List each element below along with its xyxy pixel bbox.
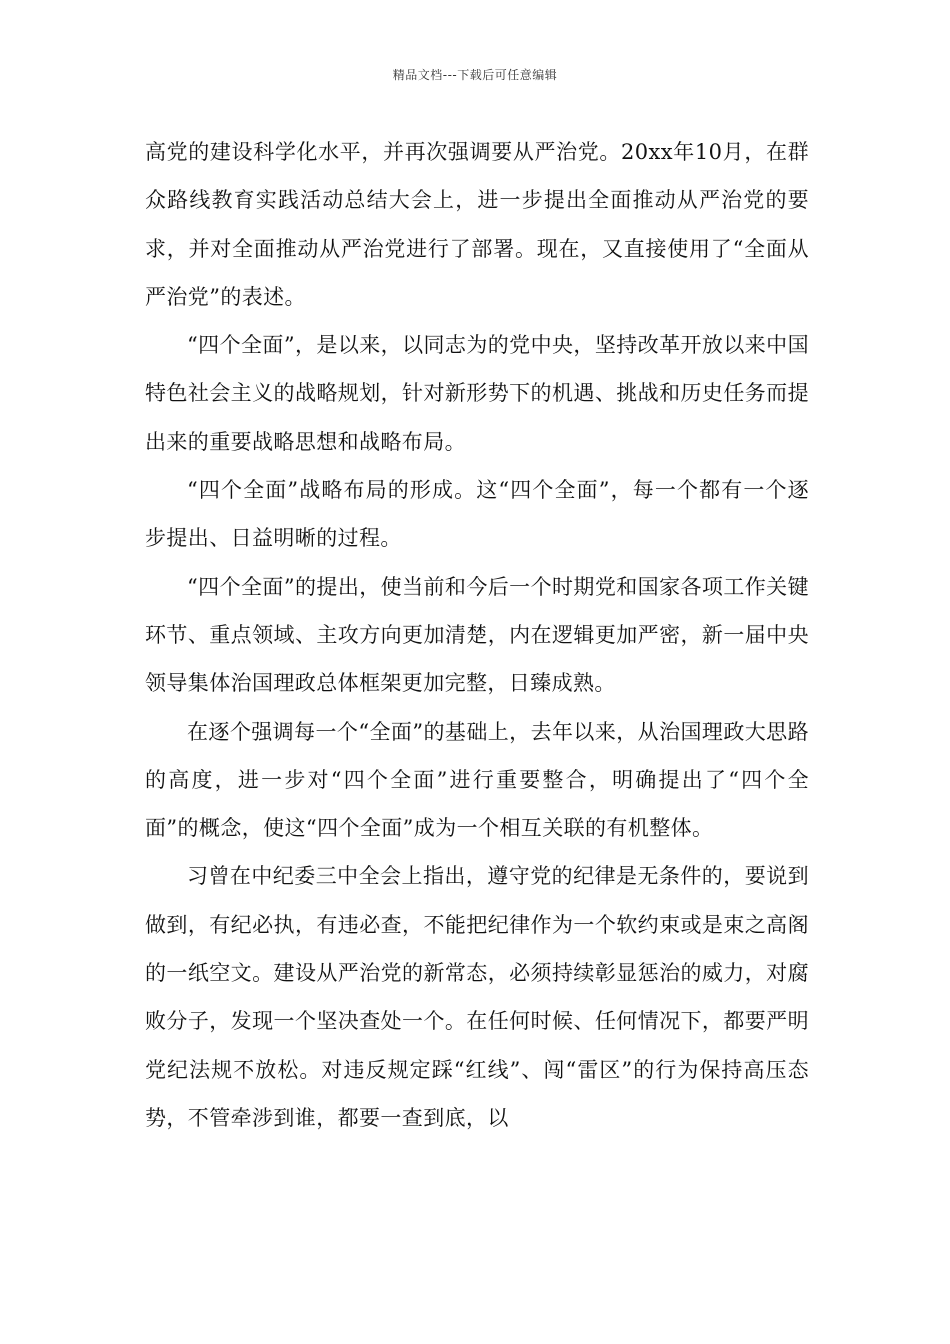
paragraph: “四个全面”战略布局的形成。这“四个全面”，每一个都有一个逐步提出、日益明晰的过程。 <box>145 478 809 551</box>
paragraph: 在逐个强调每一个“全面”的基础上，去年以来，从治国理政大思路的高度，进一步对“四个全面”进行重要整合，明确提出了“四个全面”的概念，使这“四个全面”成为一个相互关联的有机整体。 <box>145 719 809 841</box>
paragraph: “四个全面”，是以来，以同志为的党中央，坚持改革开放以来中国特色社会主义的战略规划，针对新形势下的机遇、挑战和历史任务而提出来的重要战略思想和战略布局。 <box>145 333 809 454</box>
paragraph-continued: 高党的建设科学化水平，并再次强调要从严治党。20xx年10月，在群众路线教育实践活动总结大会上，进一步提出全面推动从严治党的要求，并对全面推动从严治党进行了部署。现在，又直接使用了“全面从严治党”的表述。 <box>145 140 809 309</box>
page-header: 精品文档---下载后可任意编辑 <box>392 68 558 82</box>
paragraph: 习曾在中纪委三中全会上指出，遵守党的纪律是无条件的，要说到做到，有纪必执，有违必查，不能把纪律作为一个软约束或是束之高阁的一纸空文。建设从严治党的新常态，必须持续彰显惩治的威力，对腐败分子，发现一个坚决查处一个。在任何时候、任何情况下，都要严明党纪法规不放松。对违反规定踩“红线”、闯“雷区”的行为保持高压态势，不管牵涉到谁，都要一查到底，以 <box>145 864 809 1130</box>
document-body <box>145 128 809 1142</box>
paragraph: “四个全面”的提出，使当前和今后一个时期党和国家各项工作关键环节、重点领域、主攻方向更加清楚，内在逻辑更加严密，新一届中央领导集体治国理政总体框架更加完整，日臻成熟。 <box>145 574 809 696</box>
